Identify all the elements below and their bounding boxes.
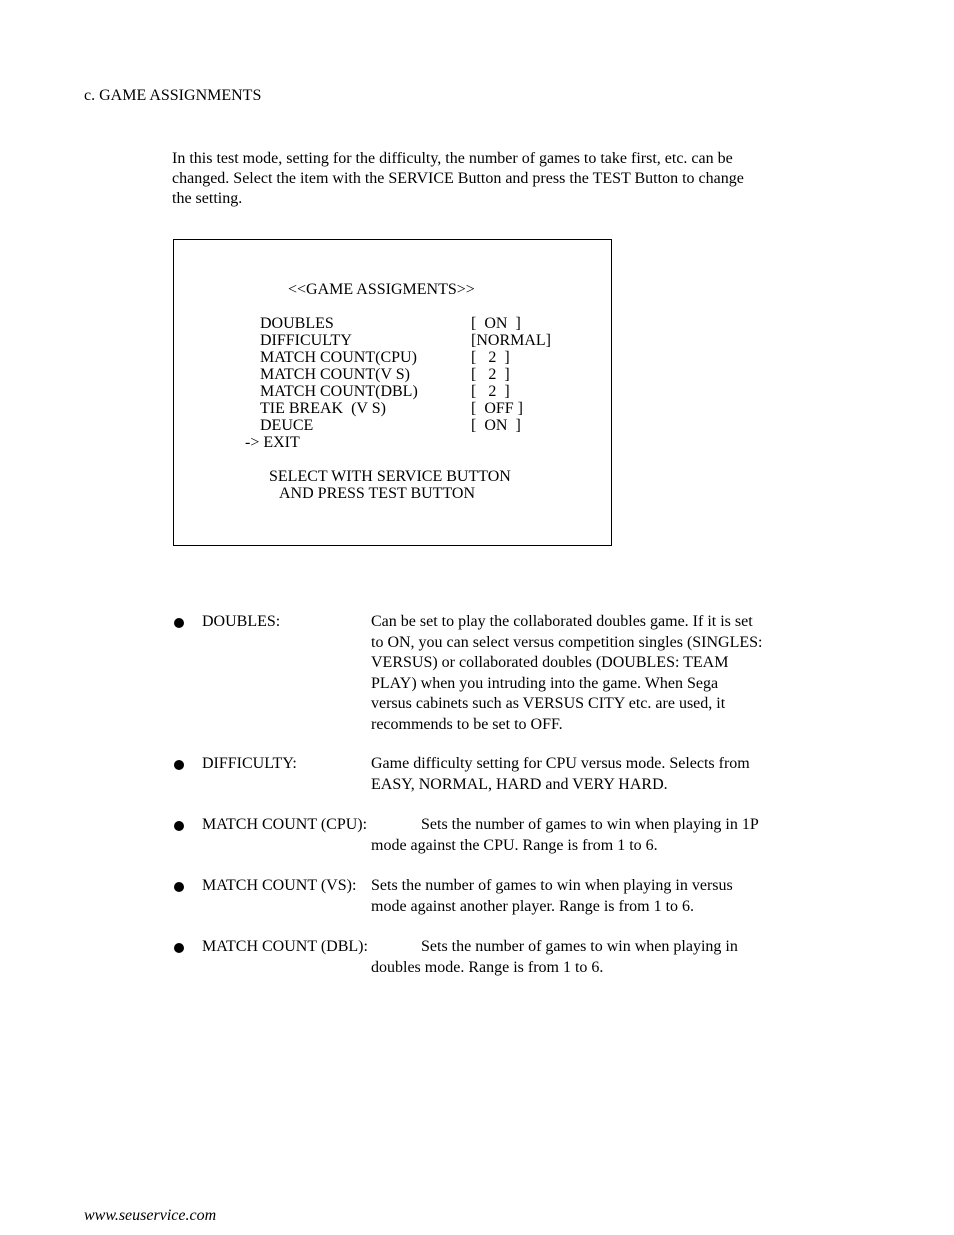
description-line: versus cabinets such as VERSUS CITY etc. are used, it [371, 695, 726, 712]
menu-item-label: MATCH COUNT(V S) [260, 366, 410, 383]
menu-item-value: [ OFF ] [471, 400, 524, 417]
bullet-icon [174, 760, 184, 770]
bullet-icon [174, 821, 184, 831]
bullet-icon [174, 943, 184, 953]
menu-item-label: DOUBLES [260, 315, 334, 332]
description-line: doubles mode. Range is from 1 to 6. [371, 958, 604, 976]
description-line: EASY, NORMAL, HARD and VERY HARD. [371, 775, 668, 793]
description-line: mode against another player. Range is from 1 to 6. [371, 897, 695, 915]
menu-item-label: DEUCE [260, 417, 314, 434]
description-text [371, 937, 801, 978]
description-text [371, 876, 801, 917]
footer-website: www.seuservice.com [84, 1207, 217, 1224]
menu-item-label: TIE BREAK (V S) [260, 400, 386, 417]
description-line: Game difficulty setting for CPU versus mode. Selects from [371, 755, 750, 772]
description-line: to ON, you can select versus competition singles (SINGLES: [371, 633, 763, 651]
description-text [371, 612, 801, 735]
description-line: Sets the number of games to win when playing in versus [371, 877, 733, 894]
description-line: recommends to be set to OFF. [371, 715, 563, 733]
menu-item-value: [ 2 ] [471, 383, 510, 400]
section-heading: c. GAME ASSIGNMENTS [84, 87, 262, 104]
description-line: Sets the number of games to win when playing in [421, 938, 738, 955]
description-line: mode against the CPU. Range is from 1 to 6. [371, 836, 658, 854]
menu-item-value: [NORMAL] [471, 332, 551, 349]
menu-item-exit: -> EXIT [245, 434, 300, 451]
screen-hint: SELECT WITH SERVICE BUTTON [269, 468, 511, 485]
intro-line: In this test mode, setting for the difficulty, the number of games to take first, etc. can be [172, 150, 733, 167]
description-term: MATCH COUNT (DBL): [202, 938, 368, 955]
menu-item-label: DIFFICULTY [260, 332, 352, 349]
bullet-icon [174, 882, 184, 892]
description-term: DOUBLES: [202, 613, 281, 630]
description-text [371, 754, 801, 795]
description-term: MATCH COUNT (VS): [202, 877, 357, 894]
bullet-icon [174, 618, 184, 628]
menu-item-label: MATCH COUNT(DBL) [260, 383, 418, 400]
menu-item-value: [ ON ] [471, 315, 521, 332]
description-line: Sets the number of games to win when playing in 1P [421, 816, 759, 833]
description-line: VERSUS) or collaborated doubles (DOUBLES: TEAM [371, 654, 729, 671]
menu-item-value: [ 2 ] [471, 349, 510, 366]
intro-paragraph [172, 149, 802, 209]
intro-line: changed. Select the item with the SERVICE Button and press the TEST Button to change [172, 170, 744, 187]
menu-item-value: [ 2 ] [471, 366, 510, 383]
description-line: Can be set to play the collaborated doubles game. If it is set [371, 613, 753, 630]
description-term: DIFFICULTY: [202, 755, 297, 772]
menu-item-label: MATCH COUNT(CPU) [260, 349, 417, 366]
description-term: MATCH COUNT (CPU): [202, 816, 368, 833]
screen-title: <<GAME ASSIGMENTS>> [288, 281, 475, 298]
description-line: PLAY) when you intruding into the game. When Sega [371, 674, 719, 692]
menu-item-value: [ ON ] [471, 417, 521, 434]
screen-hint: AND PRESS TEST BUTTON [279, 485, 476, 502]
test-mode-screen [173, 239, 612, 546]
intro-line: the setting. [172, 190, 243, 207]
description-text [371, 815, 801, 856]
